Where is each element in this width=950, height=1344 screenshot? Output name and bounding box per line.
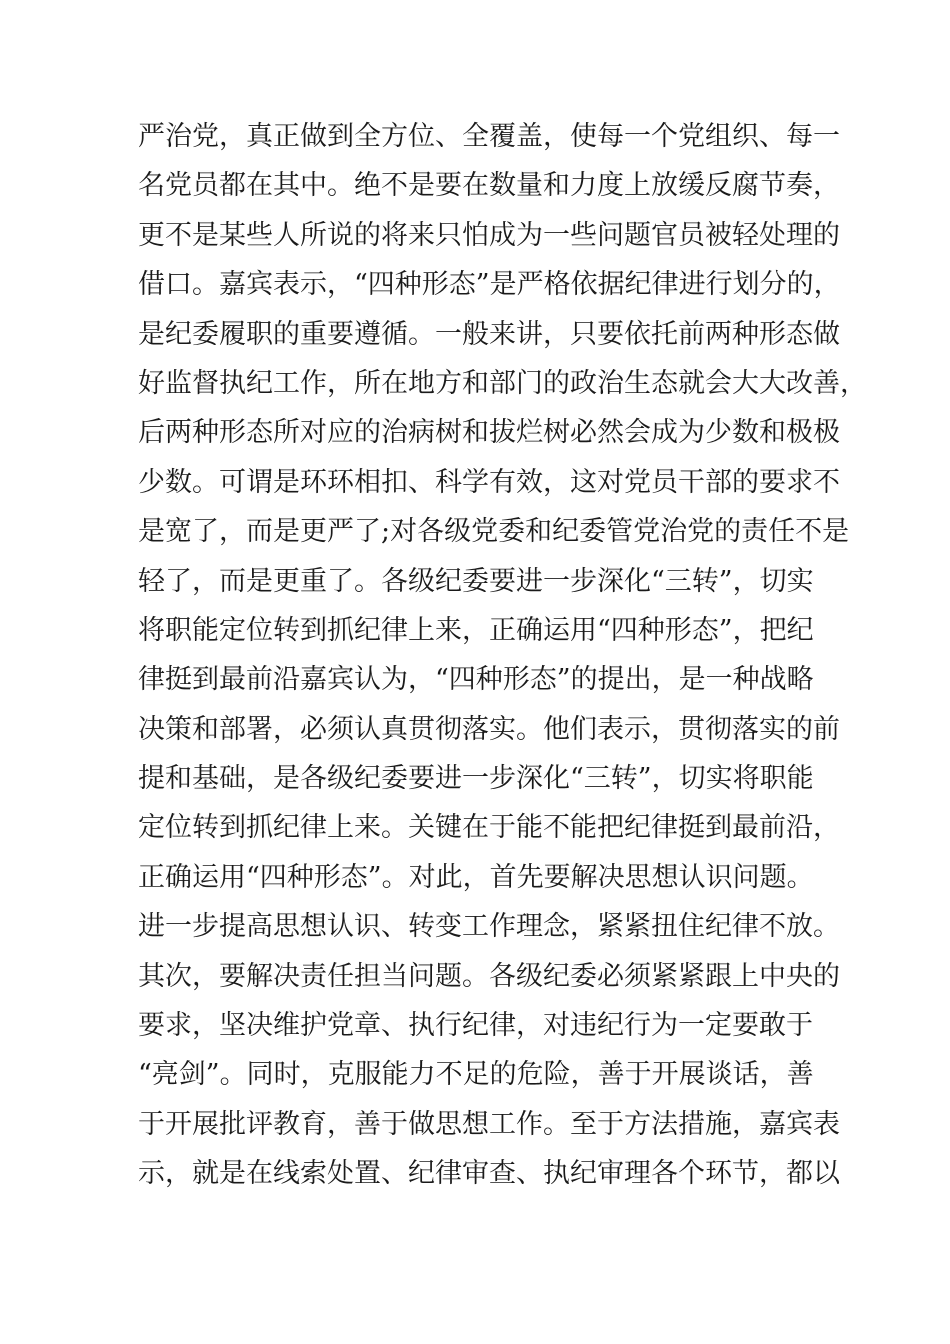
text-line: 是宽了，而是更严了;对各级党委和纪委管党治党的责任不是: [138, 516, 850, 548]
text-line: 严治党，真正做到全方位、全覆盖，使每一个党组织、每一: [138, 121, 840, 152]
text-line: 是纪委履职的重要遵循。一般来讲，只要依托前两种形态做: [138, 318, 840, 350]
text-line: 进一步提高思想认识、转变工作理念，紧紧扭住纪律不放。: [138, 911, 840, 943]
text-line: 更不是某些人所说的将来只怕成为一些问题官员被轻处理的: [138, 219, 840, 251]
text-line: 少数。可谓是环环相扣、科学有效，这对党员干部的要求不: [138, 466, 840, 498]
text-line: 定位转到抓纪律上来。关键在于能不能把纪律挺到最前沿，: [138, 812, 840, 844]
text-line: 正确运用“四种形态”。对此，首先要解决思想认识问题。: [138, 861, 814, 893]
text-line: 要求，坚决维护党章、执行纪律，对违纪行为一定要敢于: [138, 1010, 813, 1042]
body-text: [138, 112, 867, 1199]
text-line: 决策和部署，必须认真贯彻落实。他们表示，贯彻落实的前: [138, 713, 840, 745]
text-line: 名党员都在其中。绝不是要在数量和力度上放缓反腐节奏，: [138, 170, 840, 202]
text-line: 其次，要解决责任担当问题。各级纪委必须紧紧跟上中央的: [138, 960, 840, 992]
text-line: 借口。嘉宾表示，“四种形态”是严格依据纪律进行划分的，: [138, 269, 841, 301]
text-line: 示，就是在线索处置、纪律审查、执纪审理各个环节，都以: [138, 1158, 840, 1190]
text-line: 后两种形态所对应的治病树和拔烂树必然会成为少数和极极: [138, 417, 840, 449]
text-line: 律挺到最前沿嘉宾认为，“四种形态”的提出，是一种战略: [138, 664, 814, 696]
text-line: 好监督执纪工作，所在地方和部门的政治生态就会大大改善，: [138, 367, 867, 399]
text-line: “亮剑”。同时，克服能力不足的危险，善于开展谈话，善: [138, 1059, 814, 1091]
text-line: 于开展批评教育，善于做思想工作。至于方法措施，嘉宾表: [138, 1108, 840, 1140]
text-line: 提和基础，是各级纪委要进一步深化“三转”，切实将职能: [138, 763, 814, 795]
text-line: 将职能定位转到抓纪律上来，正确运用“四种形态”，把纪: [138, 614, 814, 646]
text-line: 轻了，而是更重了。各级纪委要进一步深化“三转”，切实: [138, 565, 814, 597]
